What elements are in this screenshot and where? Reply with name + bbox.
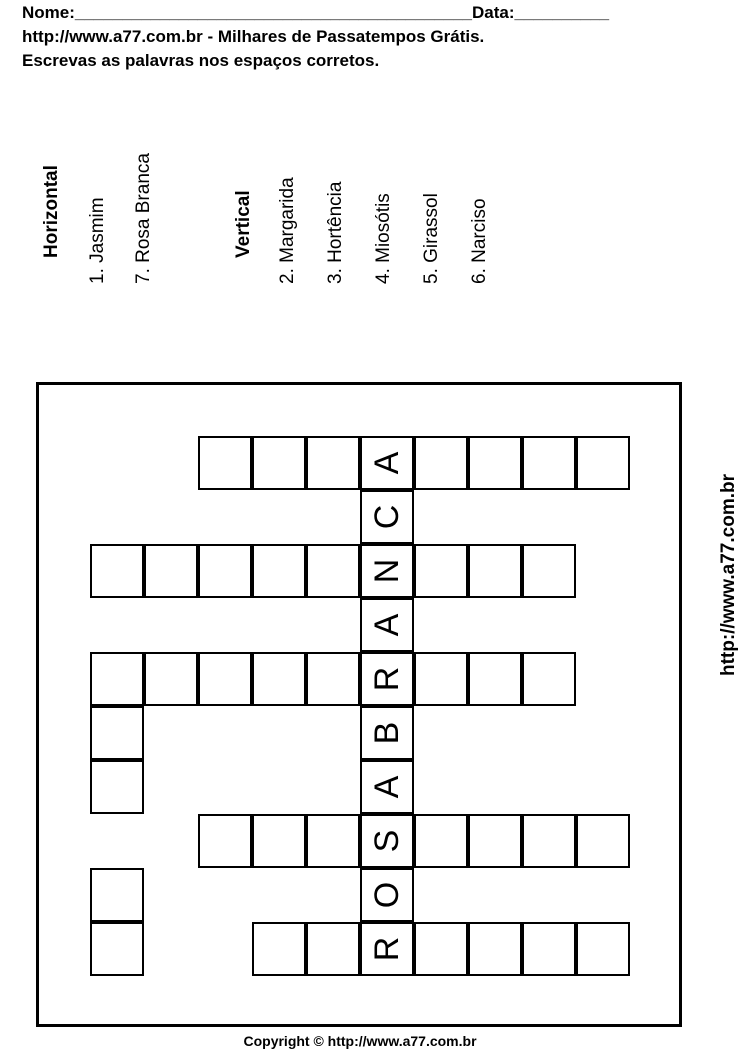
clue-vertical-2: 2. Margarida xyxy=(277,177,298,284)
crossword-cell[interactable] xyxy=(252,436,306,490)
crossword-cell[interactable] xyxy=(306,814,360,868)
crossword-cell[interactable] xyxy=(414,436,468,490)
crossword-cell[interactable] xyxy=(414,544,468,598)
crossword-cell[interactable] xyxy=(198,544,252,598)
crossword-cell[interactable] xyxy=(468,922,522,976)
site-tagline: http://www.a77.com.br - Milhares de Passatempos Grátis. xyxy=(22,27,485,46)
crossword-cell[interactable] xyxy=(576,922,630,976)
crossword-cell[interactable] xyxy=(252,922,306,976)
clue-horizontal-1: 1. Jasmim xyxy=(87,197,108,284)
clue-vertical-6: 6. Narciso xyxy=(469,198,490,284)
crossword-cell[interactable] xyxy=(468,814,522,868)
crossword-cell[interactable] xyxy=(198,436,252,490)
crossword-cell[interactable] xyxy=(522,922,576,976)
revealed-letter: O xyxy=(367,881,406,909)
crossword-cell[interactable] xyxy=(144,652,198,706)
crossword-cell[interactable] xyxy=(90,922,144,976)
vertical-title: Vertical xyxy=(233,190,254,258)
crossword-cell[interactable] xyxy=(468,652,522,706)
crossword-cell[interactable] xyxy=(252,652,306,706)
revealed-letter: A xyxy=(367,613,406,637)
revealed-letter: S xyxy=(367,829,406,853)
crossword-cell[interactable] xyxy=(522,436,576,490)
crossword-cell[interactable] xyxy=(468,436,522,490)
clue-vertical-5: 5. Girassol xyxy=(421,193,442,284)
crossword-cell[interactable] xyxy=(252,544,306,598)
revealed-letter: B xyxy=(367,721,406,745)
crossword-cell[interactable] xyxy=(306,922,360,976)
crossword-cell[interactable] xyxy=(306,544,360,598)
side-url: http://www.a77.com.br xyxy=(718,474,739,676)
crossword-cell[interactable] xyxy=(306,436,360,490)
crossword-cell[interactable] xyxy=(90,652,144,706)
crossword-cell[interactable] xyxy=(414,652,468,706)
crossword-cell[interactable] xyxy=(198,652,252,706)
crossword-cell[interactable] xyxy=(90,544,144,598)
crossword-cell[interactable] xyxy=(252,814,306,868)
crossword-cell[interactable] xyxy=(414,922,468,976)
crossword-cell[interactable] xyxy=(522,652,576,706)
revealed-letter: R xyxy=(367,666,406,692)
horizontal-title: Horizontal xyxy=(41,165,62,258)
revealed-letter: C xyxy=(367,504,406,530)
crossword-cell[interactable] xyxy=(522,544,576,598)
clue-vertical-3: 3. Hortência xyxy=(325,181,346,284)
crossword-cell[interactable] xyxy=(576,814,630,868)
clue-horizontal-7: 7. Rosa Branca xyxy=(133,153,154,284)
instructions: Escrevas as palavras nos espaços corretos. xyxy=(22,51,380,70)
revealed-letter: N xyxy=(367,558,406,584)
crossword-cell[interactable] xyxy=(90,868,144,922)
revealed-letter: A xyxy=(367,451,406,475)
name-date-line: Nome:__________________________________________Data:__________ xyxy=(22,3,610,22)
crossword-cell[interactable] xyxy=(90,706,144,760)
crossword-cell[interactable] xyxy=(522,814,576,868)
revealed-letter: A xyxy=(367,775,406,799)
revealed-letter: R xyxy=(367,936,406,962)
crossword-cell[interactable] xyxy=(468,544,522,598)
crossword-cell[interactable] xyxy=(576,436,630,490)
crossword-cell[interactable] xyxy=(306,652,360,706)
clue-vertical-4: 4. Miosótis xyxy=(373,193,394,284)
copyright: Copyright © http://www.a77.com.br xyxy=(243,1033,477,1049)
crossword-cell[interactable] xyxy=(198,814,252,868)
crossword-cell[interactable] xyxy=(414,814,468,868)
crossword-cell[interactable] xyxy=(144,544,198,598)
crossword-cell[interactable] xyxy=(90,760,144,814)
